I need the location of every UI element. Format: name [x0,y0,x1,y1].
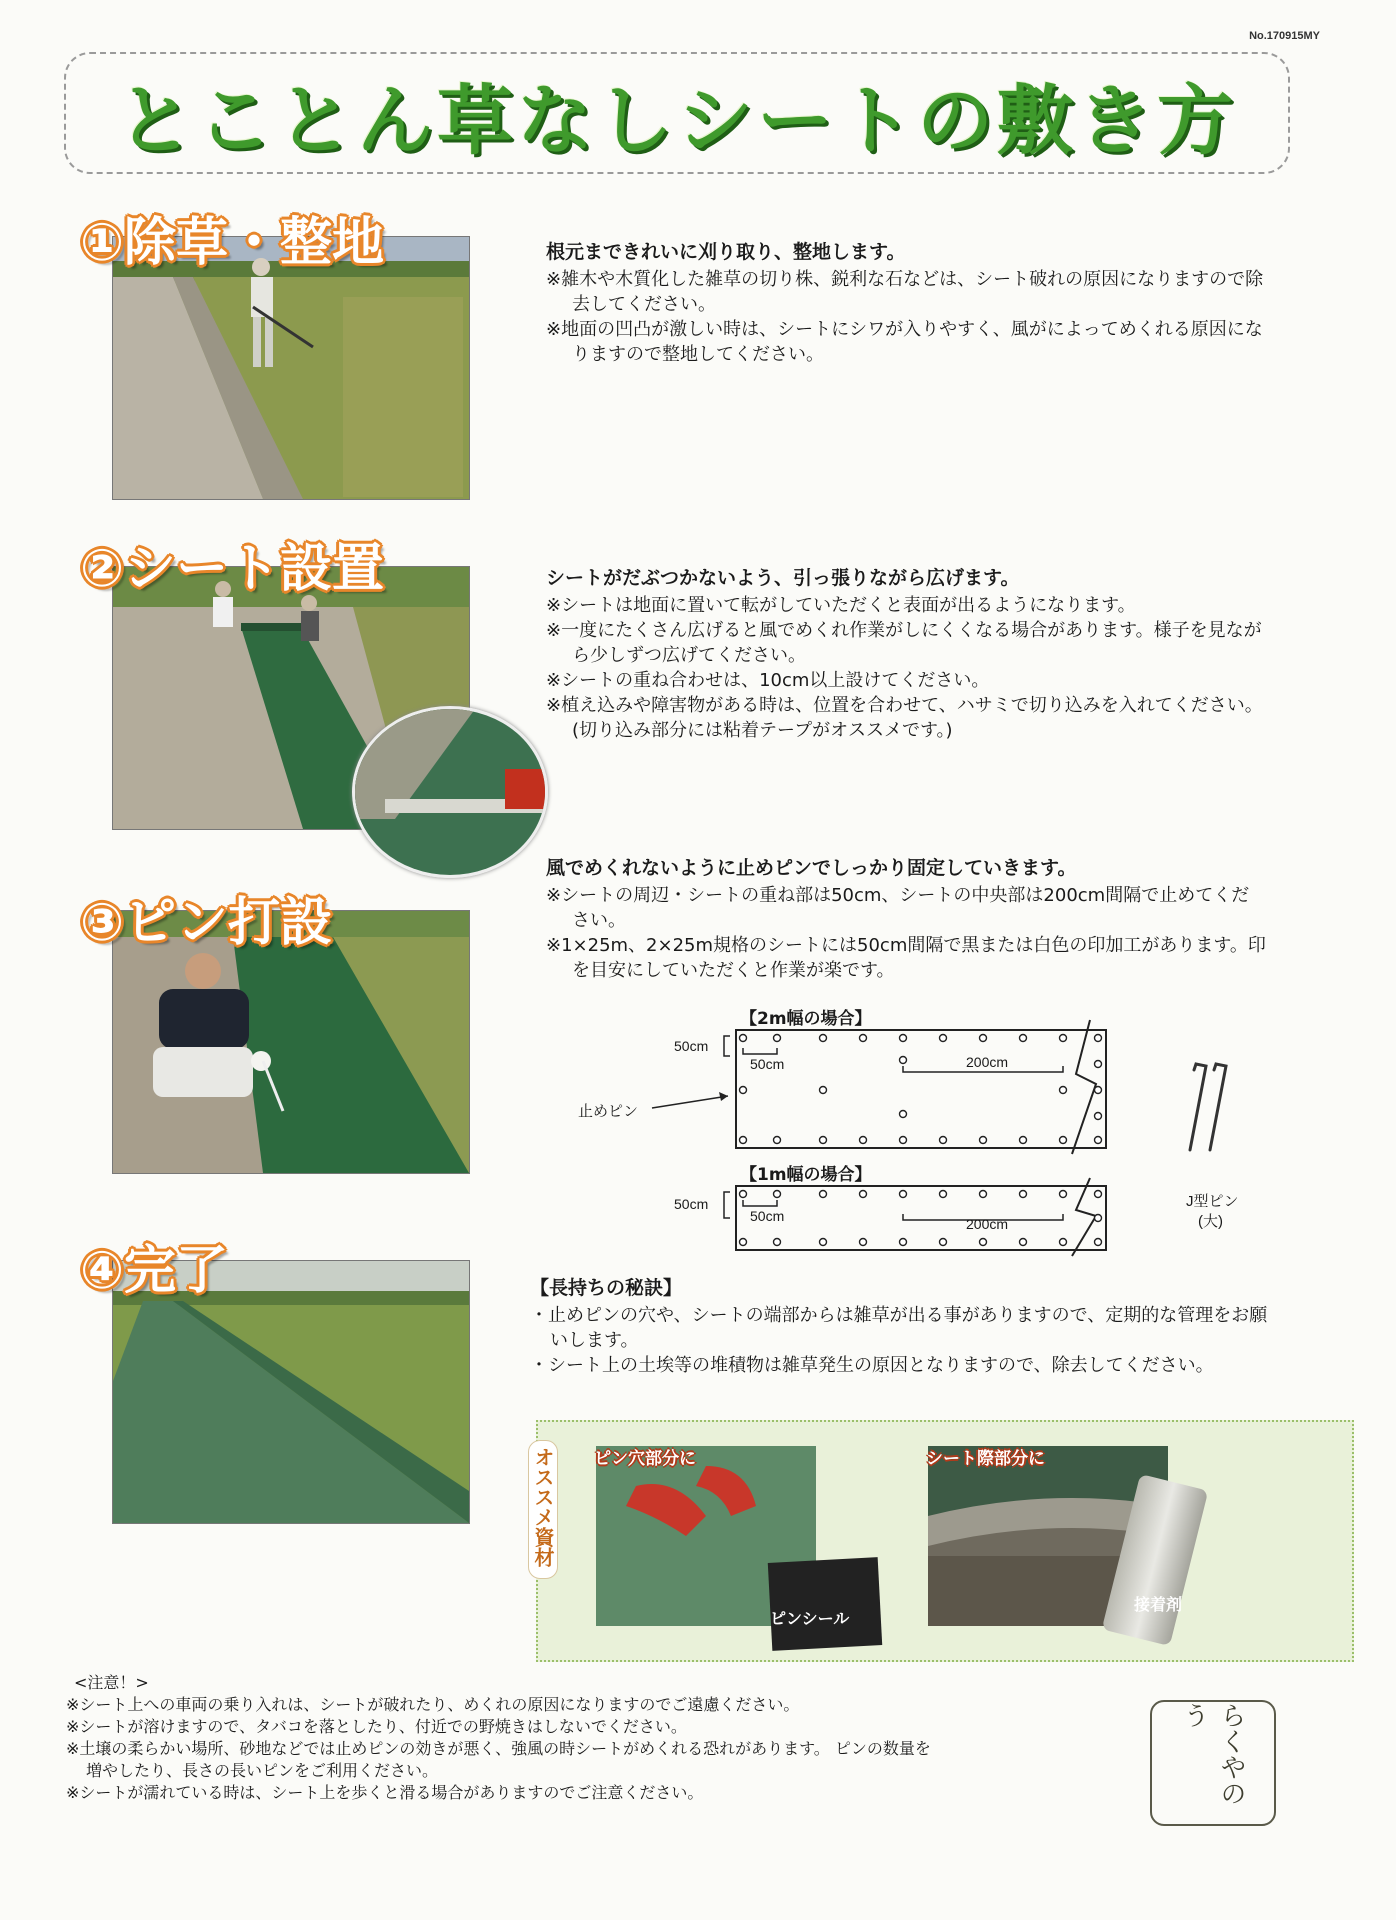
adhesive-label: 接着剤 [1134,1595,1183,1614]
step-2-title: ②シート設置 [80,539,385,599]
step-2-text [546,566,1266,743]
brand-logo [1150,1700,1276,1826]
sheet-overlap-inset-photo [352,706,548,878]
tips-section [530,1276,1270,1378]
caution-heading: <注意！> [74,1673,149,1692]
diagram-label-2m: 【2m幅の場合】 [740,1009,872,1029]
step-1-text [546,240,1266,367]
pin-pointer-label: 止めピン [578,1103,639,1120]
j-pin-size: (大) [1198,1213,1223,1230]
pin-seal-label: ピンシール [770,1609,850,1628]
j-pin-label: J型ピン [1186,1193,1239,1210]
caution-notes [66,1672,1066,1804]
step-2-note-1: ※シートは地面に置いて転がしていただくと表面が出るようになります。 [546,595,1136,616]
tips-heading: 【長持ちの秘訣】 [530,1277,683,1299]
tips-line-2: ・シート上の土埃等の堆積物は雑草発生の原因となりますので、除去してください。 [530,1355,1214,1376]
step-3-note-2: ※1×25m、2×25m規格のシートには50cm間隔で黒または白色の印加工があります。印を目安にしていただくと作業が楽です。 [546,935,1266,981]
step-3-title: ③ピン打設 [80,893,333,953]
step-2-note-4: ※植え込みや障害物がある時は、位置を合わせて、ハサミで切り込みを入れてください。(切り込み部分には粘着テープがオススメです。) [546,695,1263,741]
step-1-note-2: ※地面の凹凸が激しい時は、シートにシワが入りやすく、風がによってめくれる原因になりますので整地してください。 [546,319,1263,365]
dim-50cm-horizontal-2m: 50cm [750,1056,785,1072]
step-1-photo [112,236,470,500]
page-title: とことん草なしシートの敷き方 [117,76,1237,165]
brand-logo-text: らくやのう [1179,1702,1246,1806]
dim-200cm-1m: 200cm [966,1216,1009,1232]
step-2-heading: シートがだぶつかないよう、引っ張りながら広げます。 [546,567,1020,589]
recommended-materials-label [528,1440,558,1579]
pin-seal-product [768,1557,882,1651]
document-number: No.170915MY [1249,30,1320,42]
step-3-heading: 風でめくれないように止めピンでしっかり固定していきます。 [546,857,1077,879]
step-4-title: ④完了 [80,1241,229,1301]
step-2-note-2: ※一度にたくさん広げると風でめくれ作業がしにくくなる場合があります。様子を見ながら少しずつ広げてください。 [546,620,1262,666]
diagram-label-1m: 【1m幅の場合】 [740,1165,872,1185]
pin-layout-diagram [578,1004,1308,1274]
step-3-text [546,856,1266,983]
recommended-materials-label-text: オススメ資材 [531,1447,555,1567]
caution-line-3: ※土壌の柔らかい場所、砂地などでは止めピンの効きが悪く、強風の時シートがめくれる恐れがあります。 ピンの数量を増やしたり、長さの長いピンをご利用ください。 [66,1739,931,1780]
dim-200cm-2m: 200cm [966,1054,1009,1070]
dim-50cm-horizontal-1m: 50cm [750,1208,785,1224]
step-1-heading: 根元まできれいに刈り取り、整地します。 [546,241,906,263]
dim-50cm-vertical-1m: 50cm [674,1196,709,1212]
tips-line-1: ・止めピンの穴や、シートの端部からは雑草が出る事がありますので、定期的な管理をお願いします。 [530,1305,1268,1351]
caution-line-2: ※シートが溶けますので、タバコを落としたり、付近での野焼きはしないでください。 [66,1717,687,1736]
sheet-edge-caption: シート際部分に [926,1449,1045,1469]
dim-50cm-vertical-2m: 50cm [674,1038,709,1054]
step-1-note-1: ※雑木や木質化した雑草の切り株、鋭利な石などは、シート破れの原因になりますので除去してください。 [546,269,1264,315]
step-1-title: ①除草・整地 [80,213,385,273]
step-3-note-1: ※シートの周辺・シートの重ね部は50cm、シートの中央部は200cm間隔で止めてください。 [546,885,1250,931]
step-2-note-3: ※シートの重ね合わせは、10cm以上設けてください。 [546,670,990,691]
caution-line-1: ※シート上への車両の乗り入れは、シートが破れたり、めくれの原因になりますのでご遠慮ください。 [66,1695,800,1714]
pin-hole-caption: ピン穴部分に [594,1449,696,1469]
caution-line-4: ※シートが濡れている時は、シート上を歩くと滑る場合がありますのでご注意ください。 [66,1783,704,1802]
